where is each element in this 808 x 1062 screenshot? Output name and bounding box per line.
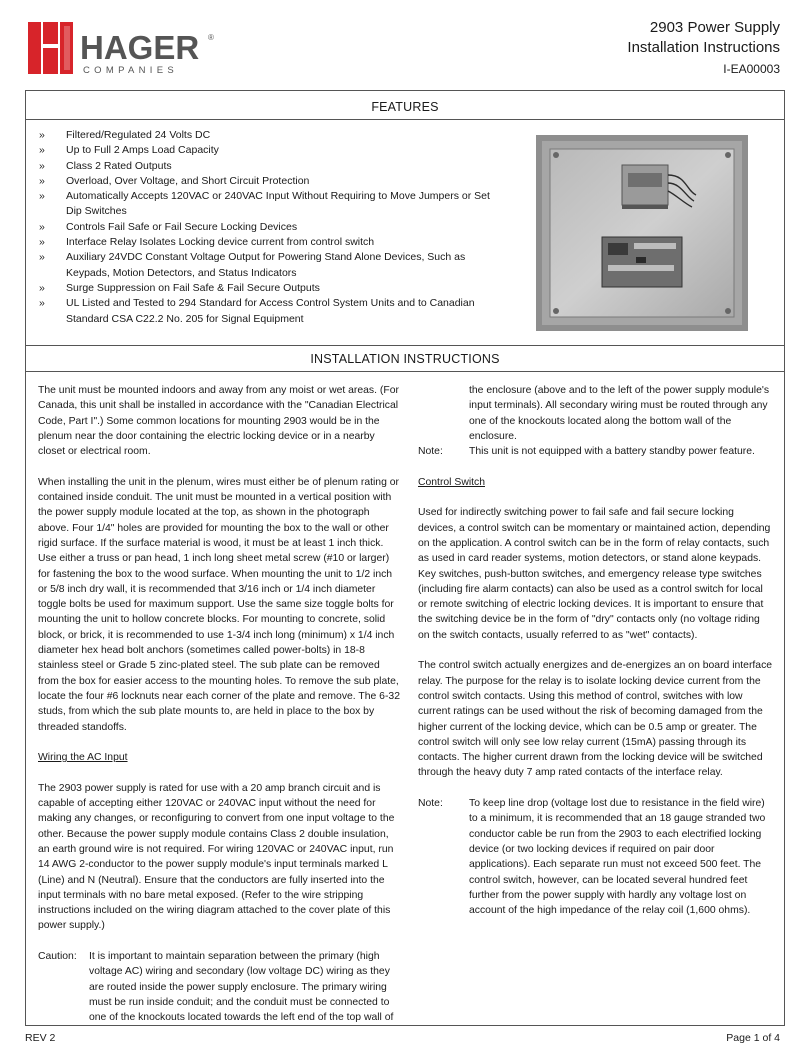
- terminal-block: [634, 243, 676, 249]
- board-chip: [636, 257, 646, 263]
- caution-label: Caution:: [38, 950, 77, 962]
- content-frame: [25, 90, 785, 1026]
- logo-block-top: [43, 22, 58, 44]
- terminal-block: [608, 265, 674, 271]
- relay-paragraph: The control switch actually energizes and de-energizes an on board interface relay. The purpose for the relay is to isolate locking device current from the control switch contacts. Using this method of control, switches with low current ratings can be used without the risk of becoming damaged from the higher current of the locking device, which can be 0.5 amp or greater. The control switch will only see low relay current (15mA) passing through its contacts. The higher current drawn from the locking device will be switched through the heavy duty 7 amp rated contacts of the interface relay.: [418, 660, 773, 779]
- note-label: Note:: [418, 798, 443, 810]
- instructions-divider: [26, 371, 784, 372]
- feature-item: » Class 2 Rated Outputs: [36, 159, 506, 174]
- relay-component: [608, 243, 628, 255]
- document-title: 2903 Power Supply: [649, 19, 780, 36]
- features-list: [36, 128, 506, 327]
- line-drop-note: [418, 796, 774, 918]
- feature-item: » Overload, Over Voltage, and Short Circuit Protection: [36, 174, 506, 189]
- revision-label: REV 2: [25, 1032, 56, 1044]
- feature-item: » Controls Fail Safe or Fail Secure Locking Devices: [36, 220, 506, 235]
- logo-block-left: [28, 22, 41, 74]
- feature-item: » Auxiliary 24VDC Constant Voltage Output for Powering Stand Alone Devices, Such as Keypads, Motion Detectors, and Status Indicators: [36, 250, 506, 281]
- product-photo: [536, 135, 748, 331]
- locknut: [725, 152, 731, 158]
- locknut: [553, 308, 559, 314]
- locknut: [725, 308, 731, 314]
- logo-registered-mark: ®: [208, 33, 214, 42]
- locknut: [553, 152, 559, 158]
- caution-note: [38, 949, 400, 1025]
- din-rail: [622, 205, 668, 209]
- feature-item: » Filtered/Regulated 24 Volts DC: [36, 128, 506, 143]
- logo-shine: [64, 26, 70, 70]
- battery-note: [418, 444, 774, 459]
- control-switch-heading: Control Switch: [418, 476, 485, 488]
- feature-item: » Interface Relay Isolates Locking device current from control switch: [36, 235, 506, 250]
- note-text: To keep line drop (voltage lost due to resistance in the field wire) to a minimum, it is recommended that an 18 gauge stranded two conductor cable be run from the 2903 to each electrified locking device (or two locking devices if required on pair door applications). Each separate run must not exceed 500 feet. The control switch, however, can be located several hundred feet further from the power supply with hardly any voltage lost on account of the high impedance of the relay coil (1,600 ohms).: [469, 798, 766, 917]
- instructions-heading: INSTALLATION INSTRUCTIONS: [310, 352, 500, 366]
- document-subtitle: Installation Instructions: [627, 39, 780, 56]
- features-heading: FEATURES: [371, 100, 439, 114]
- hager-logo: [28, 20, 218, 80]
- document-code: I-EA00003: [723, 62, 780, 76]
- document-header: [627, 18, 780, 78]
- features-divider: [26, 119, 784, 120]
- logo-subtitle: COMPANIES: [83, 65, 179, 76]
- power-module-label: [628, 173, 662, 187]
- note-text: This unit is not equipped with a battery standby power feature.: [469, 446, 755, 458]
- feature-item: » UL Listed and Tested to 294 Standard for Access Control System Units and to Canadian Standard CSA C22.2 No. 205 for Signal Equipment: [36, 296, 506, 327]
- note-label: Note:: [418, 446, 443, 458]
- logo-block-bottom: [43, 48, 58, 74]
- control-switch-paragraph: Used for indirectly switching power to fail safe and fail secure locking devices, a control switch can be momentary or maintained action, depending on the application. A control switch can be in the form of relay contacts, such as used in card reader systems, motion detectors, or stand alone keypads. Key switches, push-button switches, and emergency release type switches (including fire alarm contacts) can also be used as a control switch for local or remote switching of electric locking devices. It is important to ensure that the switching device be in the form of "dry" contacts only (no voltage riding on the switch contacts, usually referred to as "wet" contacts).: [418, 507, 771, 641]
- caution-continuation: the enclosure (above and to the left of the power supply module's input terminals). All secondary wiring must be routed through any one of the knockouts located along the bottom wall of the enclosure.: [469, 385, 770, 442]
- logo-wordmark: HAGER: [80, 29, 200, 66]
- instructions-left-column: [38, 383, 400, 1025]
- page-number: Page 1 of 4: [726, 1032, 780, 1044]
- instructions-right-column: [418, 383, 774, 918]
- feature-item: » Surge Suppression on Fail Safe & Fail Secure Outputs: [36, 281, 506, 296]
- ac-input-paragraph: The 2903 power supply is rated for use with a 20 amp branch circuit and is capable of accepting either 120VAC or 240VAC input without the need for making any changes, or reconfiguring to convert from one input voltage to the other. Because the power supply module contains Class 2 double insulation, an earth ground wire is not required. For wiring 120VAC or 240VAC input, run 14 AWG 2-conductor to the power supply module's input terminals marked L (Line) and N (Neutral). Ensure that the conductors are fully inserted into the input terminals with no bare metal exposed. (Refer to the wire stripping instructions included on the wiring diagram attached to the cover plate of this power supply.): [38, 782, 395, 932]
- caution-text: It is important to maintain separation between the primary (high voltage AC) wiring and secondary (low voltage DC) wiring as they are routed inside the power supply enclosure. The primary wiring must be run inside conduit; and the conduit must be connected to one of the knockouts located towards the left end of the top wall of: [89, 950, 394, 1024]
- feature-item: » Up to Full 2 Amps Load Capacity: [36, 143, 506, 158]
- feature-item: » Automatically Accepts 120VAC or 240VAC Input Without Requiring to Move Jumpers or Set Dip Switches: [36, 189, 506, 220]
- wiring-ac-heading: Wiring the AC Input: [38, 752, 128, 764]
- mounting-paragraph: The unit must be mounted indoors and away from any moist or wet areas. (For Canada, this unit shall be installed in accordance with the "Canadian Electrical Code, Part I".) Some common locations for mounting 2903 would be in the plenum near the door containing the electric locking device or in a nearby closet or electrical room.: [38, 385, 399, 458]
- plenum-paragraph: When installing the unit in the plenum, wires must either be of plenum rating or contained inside conduit. The unit must be mounted in a vertical position with the power supply module located at the top, as shown in the photograph above. Four 1/4" holes are provided for mounting the box to the wall or other rigid surface. If the surface material is wood, it must be at least 1 inch thick. Use either a truss or pan head, 1 inch long sheet metal screw (#10 or larger) for fastening the box to the wood surface. When mounting the unit to 1/2 inch or 5/8 inch dry wall, it is recommended that 3/16 inch or 1/4 inch diameter toggle bolts be used for maximum support. Use the same size toggle bolts for mounting the unit to hollow concrete blocks. For mounting to concrete, solid block, or brick, it is recommended to use 1-3/4 inch long (minimum) x 1/4 inch diameter hex head bolt anchors (sometimes called power-bolts) in 18-8 stainless steel or Grade 5 zinc-plated steel. The sub plate can be removed from the box for easier access to the mounting holes. To remove the sub plate, locate the four #6 locknuts near each corner of the plate and remove. The 6-32 studs, from which the sub plate mounts to, are held in place to the box by threaded standoffs.: [38, 476, 400, 733]
